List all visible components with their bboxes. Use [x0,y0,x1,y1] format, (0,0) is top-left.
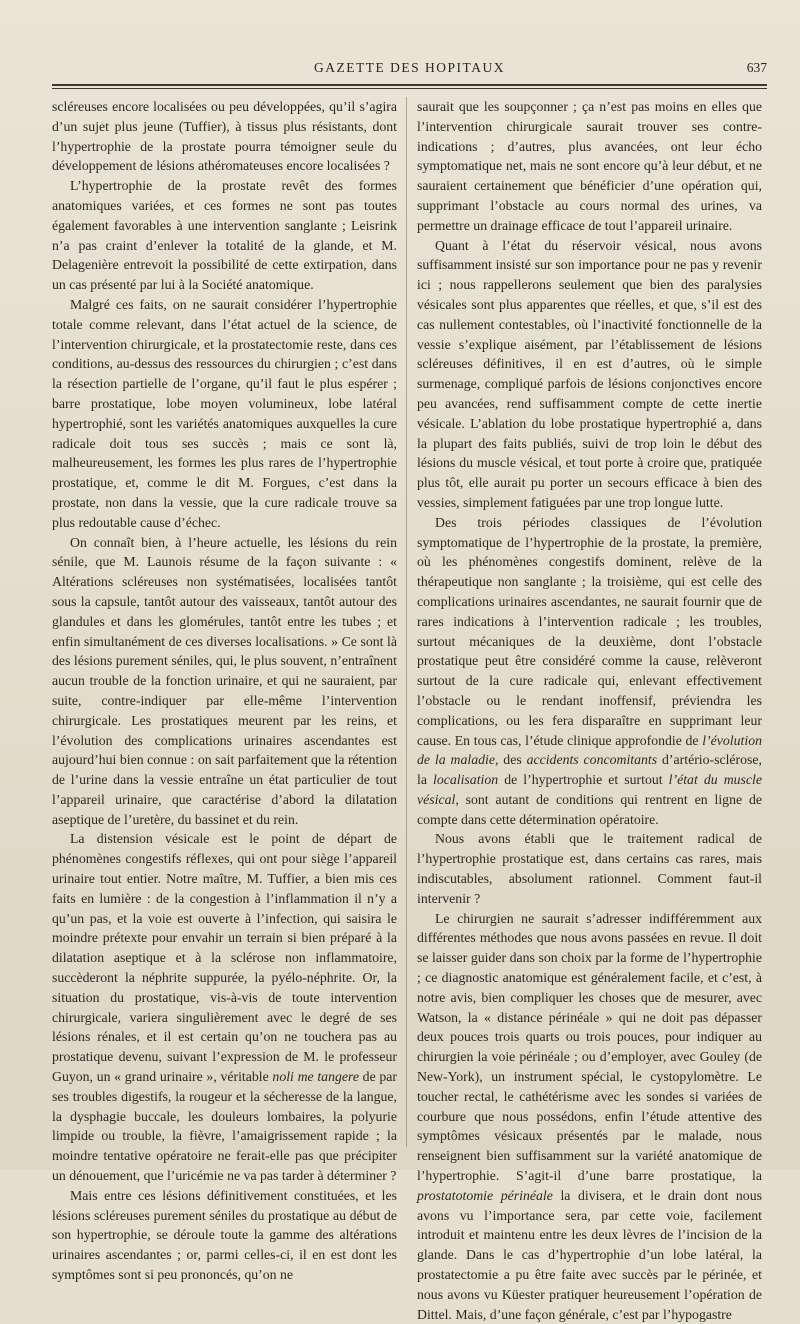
text-run: d’artério-sclérose, la [417,752,762,788]
header-rule-thin [52,88,767,89]
column-divider [406,97,407,1147]
right-paragraph [417,513,762,830]
right-paragraph [417,829,762,908]
text-run: , des [494,752,527,768]
left-paragraph [52,1186,397,1285]
italic-phrase: localisation [433,772,499,788]
left-paragraph [52,176,397,295]
page-number: 637 [746,60,767,75]
right-paragraph [417,909,762,1324]
text-run: la divisera, et le drain dont nous avons vu l’importance sera, par cette voie, facilement introduit et maintenu entre les deux lèvres de l’incision de la glande. Dans le cas d’hypertrophie d’un lobe latéral, la prostatectomie a pu être faite avec succès par le périnée, et nous avons vu Küester pratiquer heureusement l’opération de Dittel. Mais, d’une façon générale, c’est par l’hypogastre [417,1187,762,1322]
right-paragraph [417,97,762,236]
left-paragraph [52,533,397,830]
right-column [417,97,763,1322]
right-paragraph [417,236,762,513]
text-run: Des trois périodes classiques de l’évolution symptomatique de l’hypertrophie de la prostate, la première, où les phénomènes congestifs dominent, relève de la thérapeutique non sanglante ; la troisième, qui est celle des complications urinaires ascendantes, ne saurait fournir que de rares indications à l’intervention radicale ; les troubles, surtout mécaniques de la deuxième, dont l’obstacle prostatique peut être considéré comme la cause, relèveront surtout de la cure radicale qui, enlevant effectivement l’obstacle ou le rendant inoffensif, préviendra les complications, ou les fera disparaître en supprimant leur cause. En tous cas, l’étude clinique approfondie de [417,514,762,748]
text-run: de l’hypertrophie et surtout [498,772,669,788]
text-run: Malgré ces faits, on ne saurait considérer l’hypertrophie totale comme relevant, dans l’état actuel de la science, de l’intervention chirurgicale, et la prostatectomie reste, dans ces conditions, au-dessus des ressources du chirurgien ; c’est dans la résection partielle de l’organe, qu’il faut le plus espérer ; barre prostatique, lobe moyen volumineux, lobe latéral hypertrophié, sont les variétés anatomiques auxquelles la cure radicale doit tous ses succès ; mais ce sont là, malheureusement, les formes les plus rares de l’hypertrophie prostatique, et, comme le dit M. Forgues, c’est dans la prostate, non dans la vessie, que la cure radicale trouve sa plus redoutable cause d’échec. [52,296,397,530]
left-paragraph [52,97,397,176]
left-paragraph [52,829,397,1185]
header-rule-thick [52,84,767,86]
italic-phrase: l’évolution de la maladie [417,732,762,768]
journal-title: GAZETTE DES HOPITAUX [314,60,505,75]
text-run: de par ses troubles digestifs, la rougeur et la sécheresse de la langue, la dysphagie buccale, les douleurs lombaires, la polyurie limpide ou trouble, la fièvre, l’amaigrissement rapide ; la moindre tentative opératoire ne ferait-elle pas que précipiter un dénouement, que l’uricémie ne va pas tarder à déterminer ? [52,1069,397,1184]
italic-phrase: prostatotomie périnéale [417,1187,553,1203]
text-run: scléreuses encore localisées ou peu développées, qu’il s’agira d’un sujet plus jeune (Tuffier), à tissus plus résistants, dont l’hypertrophie de la prostate pourra témoigner seule du développement de lésions athéromateuses encore localisées ? [52,99,397,174]
left-column [52,97,397,1283]
italic-phrase: accidents concomitants [526,752,658,768]
text-run: Nous avons établi que le traitement radical de l’hypertrophie prostatique est, dans certains cas rares, mais indiscutables, absolument rationnel. Comment faut-il intervenir ? [417,831,762,906]
page-header [52,60,767,80]
text-run: Le chirurgien ne saurait s’adresser indifféremment aux différentes méthodes que nous avons passées en revue. Il doit se laisser guider dans son choix par la forme de l’hypertrophie ; ce diagnostic anatomique est généralement facile, et c’est, à notre avis, bien compliquer les choses que de mesurer, avec Watson, la « distance périnéale » qui ne doit pas dépasser deux pouces trois quarts ou trois pouces, pour indiquer au chirurgien la voie périnéale ; ou d’employer, avec Gouley (de New-York), un instrument spécial, le cystopylomètre. Le toucher rectal, le cathétérisme avec les sondes si variées de courbure que nous possédons, enfin l’étude attentive des symptômes vésicaux présentés par le malade, nous renseignent bien suffisamment sur la variété anatomique de l’hypertrophie. S’agit-il d’une barre prostatique, la [417,910,762,1184]
text-run: saurait que les soupçonner ; ça n’est pas moins en elles que l’intervention chirurgicale saurait trouver ses contre-indications ; d’autres, plus avancées, ont leur écho symptomatique net, mais ne sont encore qu’à leur début, et ne sauraient certainement que bénéficier d’une opération qui, supprimant l’obstacle au cours normal des urines, va permettre un drainage efficace de tout l’appareil urinaire. [417,99,762,233]
text-run: Mais entre ces lésions définitivement constituées, et les lésions scléreuses purement séniles du prostatique au début de son hypertrophie, se déroule toute la gamme des altérations urinaires ascendantes ; or, parmi celles-ci, il en est dont les symptômes sont si peu prononcés, qu’on ne [52,1187,397,1283]
text-run: L’hypertrophie de la prostate revêt des formes anatomiques variées, et ces formes ne sont pas toutes également favorables à une intervention sanglante ; Leisrink n’a pas craint d’enlever la totalité de la glande, et M. Delagenière entrevoit la possibilité de cette extirpation, dans un cas présenté par lui à la Société anatomique. [52,178,397,293]
italic-phrase: l’état du muscle vésical [417,772,763,807]
text-run: On connaît bien, à l’heure actuelle, les lésions du rein sénile, que M. Launois résume de la façon suivante : « Altérations scléreuses non systématisées, localisées tantôt sous la capsule, tantôt autour des vaisseaux, tantôt autour des glandules et dans les glomérules, tantôt entre les tubes ; et enfin simultanément de ces diverses localisations. » Ce sont là des lésions purement séniles, qui, le plus souvent, n’entraînent aucun trouble de la fonction urinaire, et qui ne sauraient, par suite, contre-indiquer par elle-même l’intervention chirurgicale. Les prostatiques meurent par les reins, et l’évolution des complications urinaires ascendantes est aujourd’hui bien connue : on sait parfaitement que la rétention de l’urine dans la vessie entraîne un état particulier de tout l’appareil urinaire, que caractérise d’abord la dilatation aseptique de l’uretère, du bassinet et du rein. [52,534,397,827]
italic-phrase: noli me tangere [272,1069,359,1085]
text-run: La distension vésicale est le point de départ de phénomènes congestifs réflexes, qui ont pour siège l’appareil urinaire tout entier. Notre maître, M. Tuffier, a bien mis ces faits en lumière : de la congestion à l’inflammation il n’y a qu’un pas, et la voie est ouverte à l’infection, qui saisira le moindre prétexte pour envahir un terrain si bien préparé à la dilatation aseptique et à la sclérose non inflammatoire, succèderont la néphrite suppurée, la pyélo-néphrite. Or, la situation du prostatique, vis-à-vis de toute intervention chirurgicale, variera singulièrement avec le degré de ses lésions rénales, et il est certain qu’on ne touchera pas au prostatique devenu, suivant l’expression de M. le professeur Guyon, un « grand urinaire », véritable [52,831,397,1085]
left-paragraph [52,295,397,533]
text-run: , sont autant de conditions qui rentrent en ligne de compte dans cette détermination opératoire. [417,791,762,827]
text-run: Quant à l’état du réservoir vésical, nous avons suffisamment insisté sur son importance pour ne pas y revenir ici ; nous rappellerons seulement que bien des paralysies vésicales sont plus apparentes que réelles, et que, s’il est des cas nullement contestables, où l’inactivité fonctionnelle de la vessie s’explique aisément, par l’établissement de lésions scléreuses définitives, il en est d’autres, où le simple surmenage, compliqué parfois de lésions conjonctives encore peu avancées, rend suffisamment compte de cette inertie vésicale. L’ablation du lobe prostatique hypertrophié a, dans la plupart des faits publiés, suivi de trop loin le début des lésions du muscle vésical, et tout porte à croire que, pratiquée plus tôt, elle aurait pu porter un secours efficace à bien des vessies, simplement fatiguées par une trop longue lutte. [417,237,762,510]
